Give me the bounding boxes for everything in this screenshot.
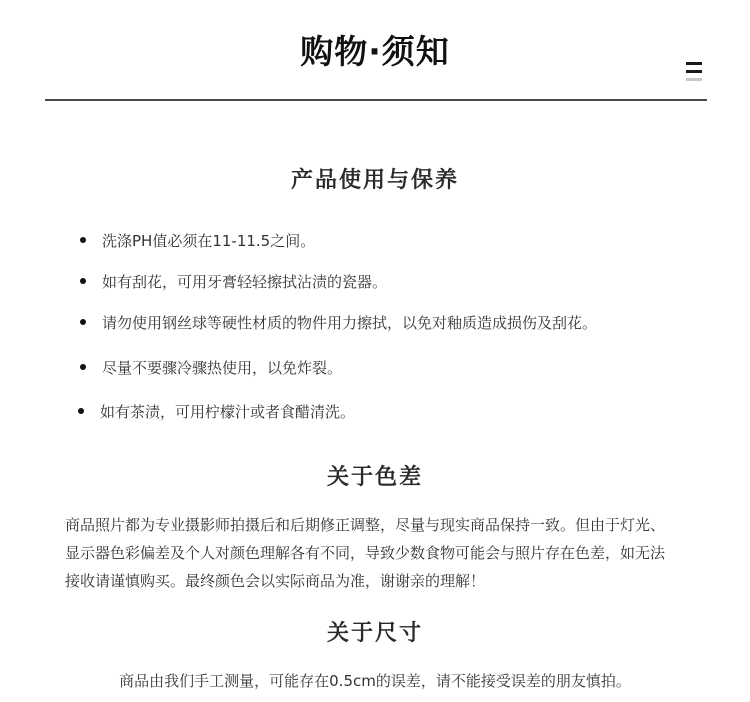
list-item-text: 请勿使用钢丝球等硬性材质的物件用力擦拭，以免对釉质造成损伤及刮花。	[102, 314, 598, 332]
size-section-heading: 关于尺寸	[326, 621, 423, 646]
bullet-icon	[80, 319, 86, 325]
menu-icon-bar	[686, 62, 702, 65]
bullet-icon	[80, 237, 86, 243]
color-paragraph: 商品照片都为专业摄影师拍摄后和后期修正调整，尽量与现实商品保持一致。但由于灯光、显示器色彩偏差及个人对颜色理解各有不同，导致少数食物可能会与照片存在色差，如无法接收请谨慎购买。最终颜色会以实际商品为准，谢谢亲的理解！	[65, 516, 666, 590]
list-item-text: 如有刮花，可用牙膏轻轻擦拭沾渍的瓷器。	[102, 273, 388, 291]
bullet-icon	[80, 364, 86, 370]
menu-icon-bar	[686, 70, 702, 73]
list-item-text: 尽量不要骤冷骤热使用，以免炸裂。	[102, 359, 343, 377]
size-paragraph: 商品由我们手工测量，可能存在0.5cm的误差，请不能接受误差的朋友慎拍。	[119, 672, 631, 690]
menu-icon-bar	[686, 78, 702, 81]
list-item-text: 洗涤PH值必须在11-11.5之间。	[102, 232, 316, 250]
color-section-heading: 关于色差	[326, 465, 423, 490]
care-section-heading: 产品使用与保养	[290, 168, 459, 193]
menu-icon[interactable]	[686, 62, 702, 82]
header-divider	[45, 99, 707, 101]
page-title: 购物·须知	[300, 32, 450, 71]
bullet-icon	[78, 408, 84, 414]
bullet-icon	[80, 278, 86, 284]
list-item-text: 如有茶渍，可用柠檬汁或者食醋清洗。	[100, 403, 356, 421]
